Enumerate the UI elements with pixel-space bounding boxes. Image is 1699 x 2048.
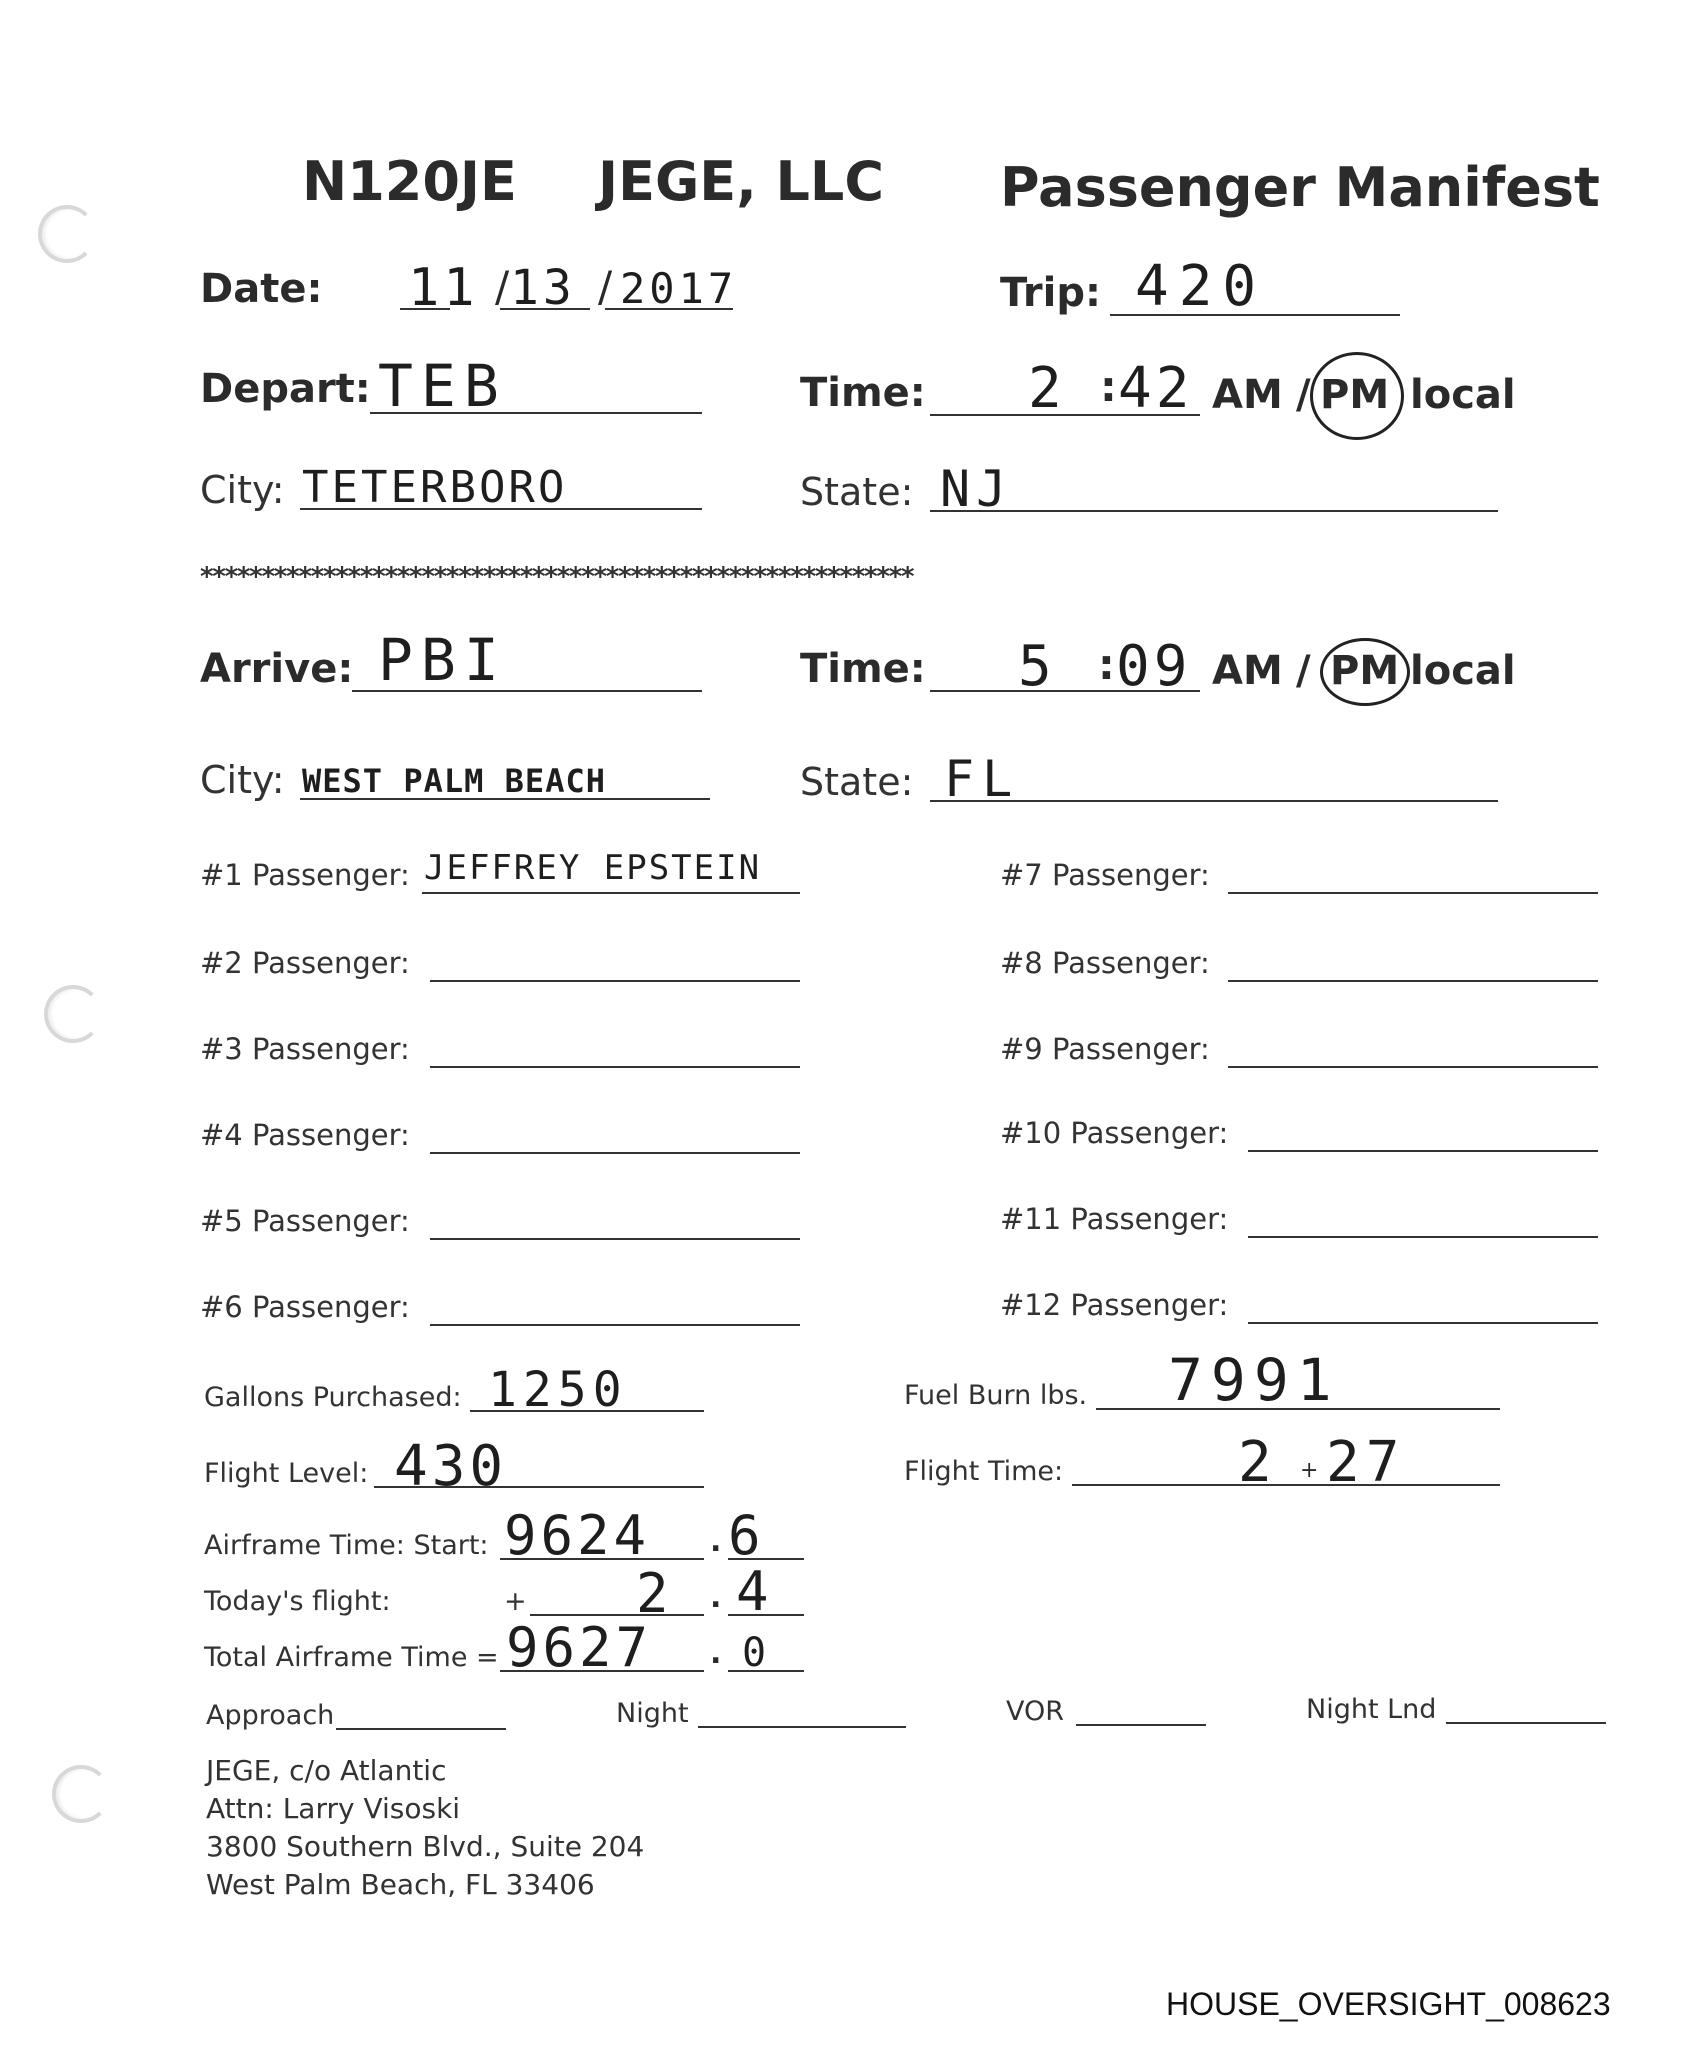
night-landing-line[interactable]	[1446, 1722, 1606, 1724]
approach-line[interactable]	[336, 1728, 506, 1730]
airframe-start-whole-handwritten[interactable]: 9624	[504, 1504, 651, 1567]
passenger-2-label: #2 Passenger:	[200, 946, 410, 980]
gallons-purchased-label: Gallons Purchased:	[204, 1382, 462, 1413]
passenger-8-line[interactable]	[1228, 980, 1598, 982]
fuel-burn-label: Fuel Burn lbs.	[904, 1380, 1088, 1411]
arrive-local-label: local	[1410, 648, 1516, 694]
depart-city-handwritten[interactable]: TETERBORO	[302, 462, 568, 513]
arrive-city-handwritten[interactable]: WEST PALM BEACH	[302, 762, 606, 800]
depart-label: Depart:	[200, 366, 371, 412]
depart-hour-handwritten[interactable]: 2	[1028, 356, 1066, 421]
passenger-12-label: #12 Passenger:	[1000, 1288, 1229, 1322]
flight-time-line	[1072, 1484, 1500, 1486]
passenger-12-line[interactable]	[1248, 1322, 1598, 1324]
passenger-1-line	[422, 892, 800, 894]
gallons-purchased-handwritten[interactable]: 1250	[488, 1362, 628, 1418]
arrive-pm-option[interactable]: PM	[1330, 648, 1400, 694]
depart-state-label: State:	[800, 470, 914, 514]
passenger-5-line[interactable]	[430, 1238, 800, 1240]
passenger-8-label: #8 Passenger:	[1000, 946, 1210, 980]
binder-hole-top	[38, 205, 96, 263]
passenger-1-name-handwritten[interactable]: JEFFREY EPSTEIN	[424, 848, 762, 888]
passenger-4-label: #4 Passenger:	[200, 1118, 410, 1152]
total-airframe-whole-handwritten[interactable]: 9627	[506, 1616, 653, 1679]
total-airframe-tenth-handwritten[interactable]: 0	[742, 1630, 771, 1676]
passenger-3-line[interactable]	[430, 1066, 800, 1068]
passenger-5-label: #5 Passenger:	[200, 1204, 410, 1238]
flight-time-minutes-handwritten[interactable]: 27	[1326, 1430, 1406, 1495]
arrive-time-colon: :	[1098, 640, 1115, 689]
depart-city-label: City:	[200, 468, 285, 512]
arrive-minute-handwritten[interactable]: 09	[1116, 634, 1192, 699]
address-line-3: 3800 Southern Blvd., Suite 204	[206, 1830, 645, 1863]
night-label: Night	[616, 1698, 689, 1729]
arrive-time-slash: /	[1296, 648, 1311, 694]
arrive-pm-selected-circle	[1320, 638, 1410, 706]
address-line-4: West Palm Beach, FL 33406	[206, 1868, 595, 1901]
binder-hole-bottom	[52, 1765, 110, 1823]
date-month-handwritten[interactable]: 11	[408, 258, 479, 318]
flight-level-label: Flight Level:	[204, 1458, 369, 1489]
passenger-6-line[interactable]	[430, 1324, 800, 1326]
flight-level-handwritten[interactable]: 430	[394, 1434, 508, 1499]
depart-state-handwritten[interactable]: NJ	[940, 460, 1013, 518]
depart-minute-handwritten[interactable]: 42	[1118, 356, 1194, 421]
fuel-burn-handwritten[interactable]: 7991	[1168, 1346, 1340, 1414]
arrive-city-label: City:	[200, 758, 285, 802]
tail-number: N120JE	[302, 150, 517, 213]
arrive-handwritten[interactable]: PBI	[378, 626, 507, 694]
flight-time-label: Flight Time:	[904, 1456, 1064, 1487]
date-slash-1: /	[495, 262, 510, 311]
depart-time-slash: /	[1296, 372, 1311, 418]
depart-am-option[interactable]: AM	[1212, 372, 1283, 418]
todays-flight-whole-handwritten[interactable]: 2	[636, 1562, 673, 1625]
arrive-state-handwritten[interactable]: FL	[944, 750, 1021, 808]
arrive-label: Arrive:	[200, 646, 354, 692]
address-line-2: Attn: Larry Visoski	[206, 1792, 461, 1825]
page-title: Passenger Manifest	[1000, 156, 1600, 219]
airframe-start-tenth-handwritten[interactable]: 6	[728, 1504, 765, 1567]
vor-label: VOR	[1006, 1696, 1065, 1727]
arrive-state-label: State:	[800, 760, 914, 804]
passenger-9-label: #9 Passenger:	[1000, 1032, 1210, 1066]
trip-handwritten[interactable]: 420	[1135, 254, 1267, 319]
arrive-time-label: Time:	[800, 646, 926, 692]
todays-flight-dot: .	[710, 1580, 722, 1615]
depart-pm-option[interactable]: PM	[1320, 372, 1390, 418]
total-airframe-dot: .	[710, 1636, 722, 1671]
flight-time-hours-handwritten[interactable]: 2	[1238, 1430, 1276, 1495]
depart-time-colon: :	[1100, 362, 1117, 411]
depart-time-label: Time:	[800, 370, 926, 416]
date-slash-2: /	[598, 262, 613, 311]
passenger-7-label: #7 Passenger:	[1000, 858, 1210, 892]
depart-pm-selected-circle	[1310, 352, 1404, 440]
arrive-am-option[interactable]: AM	[1212, 648, 1283, 694]
airframe-start-dot: .	[710, 1524, 722, 1559]
passenger-11-line[interactable]	[1248, 1236, 1598, 1238]
passenger-2-line[interactable]	[430, 980, 800, 982]
flight-time-separator: +	[1300, 1458, 1319, 1483]
todays-flight-plus: +	[504, 1586, 527, 1617]
passenger-6-label: #6 Passenger:	[200, 1290, 410, 1324]
vor-line[interactable]	[1076, 1724, 1206, 1726]
passenger-1-label: #1 Passenger:	[200, 858, 410, 892]
todays-flight-label: Today's flight:	[204, 1586, 391, 1617]
depart-local-label: local	[1410, 372, 1516, 418]
date-day-handwritten[interactable]: 13	[510, 260, 576, 316]
company-name: JEGE, LLC	[598, 150, 884, 213]
approach-label: Approach	[206, 1700, 335, 1731]
section-separator: **********************************************************	[200, 562, 914, 592]
depart-state-line	[930, 510, 1498, 512]
night-line[interactable]	[698, 1726, 906, 1728]
night-landing-label: Night Lnd	[1306, 1694, 1437, 1725]
address-line-1: JEGE, c/o Atlantic	[206, 1754, 447, 1787]
passenger-3-label: #3 Passenger:	[200, 1032, 410, 1066]
total-airframe-label: Total Airframe Time =	[204, 1642, 499, 1673]
depart-handwritten[interactable]: TEB	[378, 352, 507, 420]
todays-flight-tenth-handwritten[interactable]: 4	[736, 1560, 773, 1623]
passenger-9-line[interactable]	[1228, 1066, 1598, 1068]
airframe-start-label: Airframe Time: Start:	[204, 1530, 489, 1561]
passenger-10-line[interactable]	[1248, 1150, 1598, 1152]
bates-number: HOUSE_OVERSIGHT_008623	[1166, 1986, 1611, 2022]
date-label: Date:	[200, 266, 323, 312]
date-year-handwritten[interactable]: 2017	[620, 264, 738, 313]
trip-label: Trip:	[1000, 270, 1101, 316]
binder-hole-middle	[44, 985, 102, 1043]
passenger-11-label: #11 Passenger:	[1000, 1202, 1229, 1236]
passenger-4-line[interactable]	[430, 1152, 800, 1154]
arrive-hour-handwritten[interactable]: 5	[1018, 634, 1056, 699]
passenger-7-line[interactable]	[1228, 892, 1598, 894]
passenger-10-label: #10 Passenger:	[1000, 1116, 1229, 1150]
